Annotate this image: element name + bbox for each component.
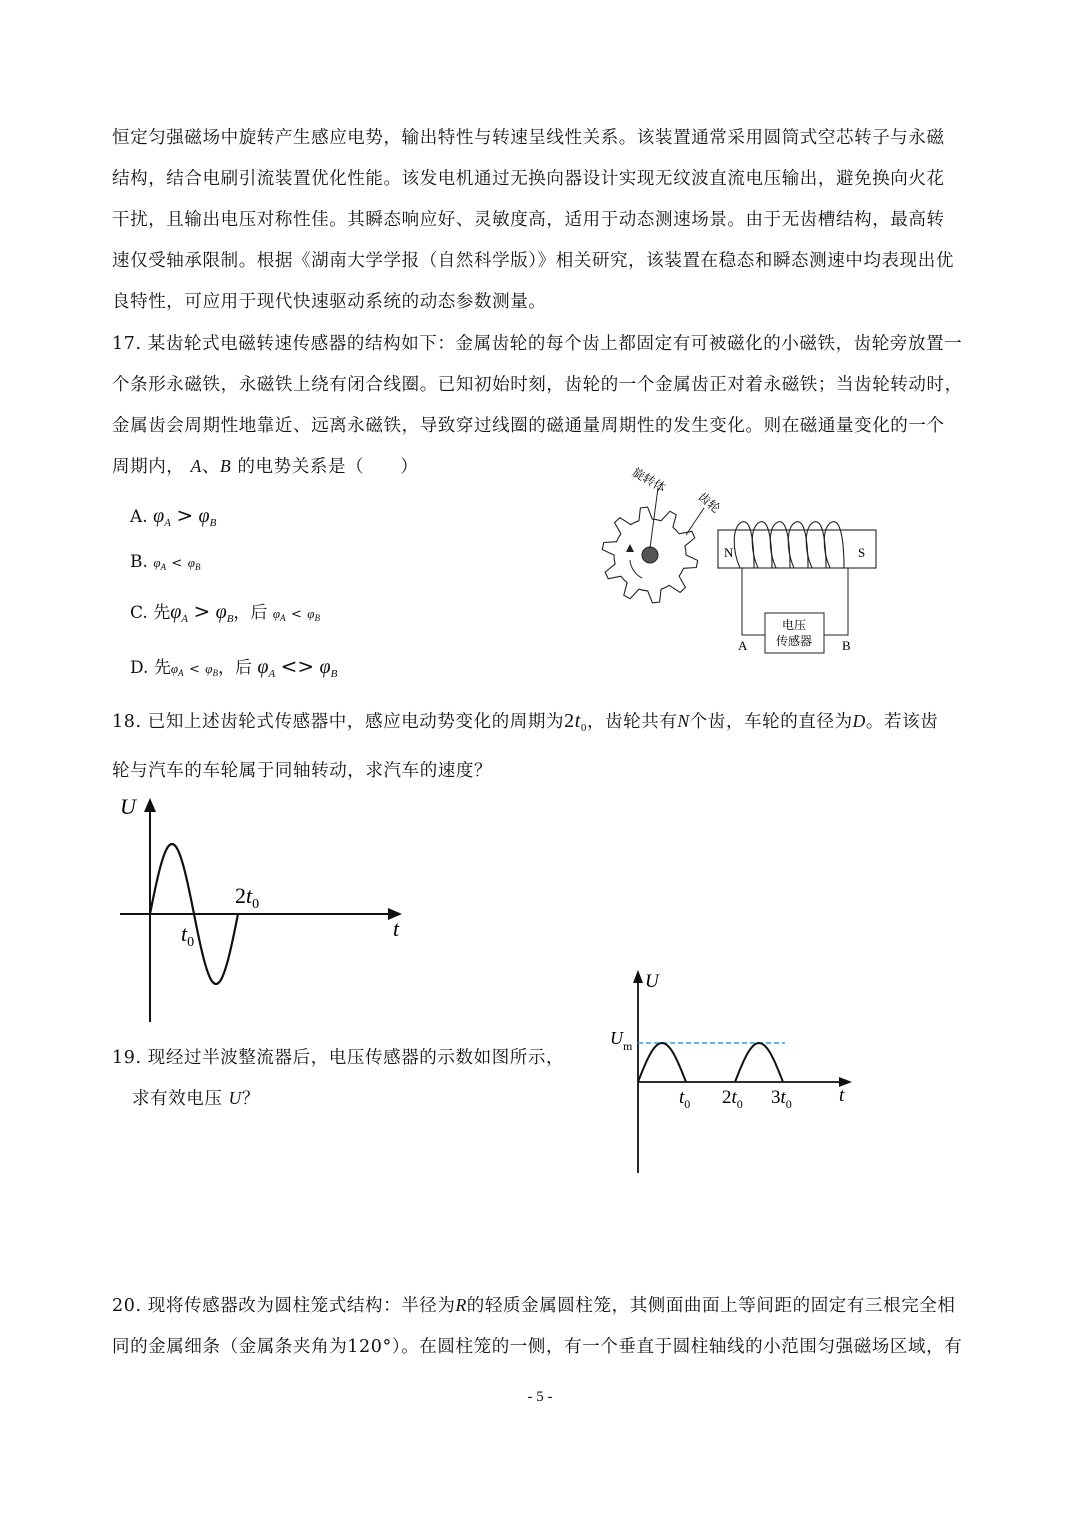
bar-magnet <box>718 530 876 568</box>
sub-a: A <box>268 668 276 680</box>
q20-line-2: 同的金属细条（金属条夹角为120°）。在圆柱笼的一侧，有一个垂直于圆柱轴线的小范围匀强磁场区域，有 <box>112 1337 963 1357</box>
x-axis-label: t <box>393 916 400 941</box>
q19-line-2-prefix: 求有效电压 <box>132 1089 223 1109</box>
first-word: 先 <box>153 658 171 678</box>
phi-symbol: φ <box>153 505 165 527</box>
sub-a: A <box>164 517 171 529</box>
q17-line-4-suffix: 的电势关系是（ ） <box>231 457 419 477</box>
intro-line-3: 干扰，且输出电压对称性佳。其瞬态响应好、灵敏度高，适用于动态测速场景。由于无齿槽结构，最高转 <box>112 210 945 230</box>
y-axis-label: U <box>120 794 136 819</box>
separator: 、 <box>201 457 220 477</box>
gt-sign: > <box>193 599 211 623</box>
phi-symbol: φ <box>170 661 179 676</box>
label-s: S <box>858 545 866 560</box>
label-gear: 齿轮 <box>695 489 723 516</box>
tick-t0: $t_0$ <box>181 921 195 950</box>
q18-line-1-mid: ，齿轮共有 <box>586 712 678 732</box>
q19-line-1: 19. 现经过半波整流器后，电压传感器的示数如图所示， <box>112 1048 565 1068</box>
sub-a: A <box>178 668 184 678</box>
intro-line-1: 恒定匀强磁场中旋转产生感应电势，输出特性与转速呈线性关系。该装置通常采用圆筒式空芯转子与永磁 <box>112 128 945 148</box>
phi-symbol: φ <box>153 555 161 570</box>
period-coef: 2 <box>564 710 575 732</box>
var-u: U <box>228 1088 242 1108</box>
sub-a: A <box>181 613 189 625</box>
gt-sign: > <box>176 503 194 527</box>
phi-symbol: φ <box>319 656 331 678</box>
first-word: 先 <box>153 603 171 623</box>
neq-sign: <> <box>280 654 315 678</box>
var-d: D <box>852 711 866 731</box>
phi-symbol: φ <box>170 601 182 623</box>
terminal-b: B <box>842 638 851 653</box>
var-b: B <box>219 456 232 476</box>
var-n: N <box>677 711 690 731</box>
phi-symbol: φ <box>187 555 195 570</box>
lt-sign: < <box>188 662 200 677</box>
option-c-label: C. <box>130 603 148 623</box>
wire-left <box>742 568 765 635</box>
tick-2t0: $2t_0$ <box>722 1087 743 1111</box>
half-wave-1 <box>638 1043 686 1082</box>
sensor-label-1: 电压 <box>781 618 807 632</box>
q20-line-1-prefix: 20. 现将传感器改为圆柱笼式结构：半径为 <box>112 1296 456 1316</box>
half-wave-graph <box>605 965 865 1180</box>
period-var: t <box>574 710 581 732</box>
x-axis-label: t <box>839 1085 845 1106</box>
tick-t0: $t_0$ <box>679 1087 691 1111</box>
q18-line-2: 轮与汽车的车轮属于同轴转动，求汽车的速度？ <box>112 761 493 781</box>
wire-right <box>824 568 848 635</box>
q17-line-4 <box>112 453 418 478</box>
option-d-label: D. <box>130 658 149 678</box>
option-a-label: A. <box>130 507 148 527</box>
rotor-pointer <box>650 488 658 548</box>
then-word: ，后 <box>233 603 268 623</box>
sub-a: A <box>280 613 286 623</box>
gear-pointer <box>686 508 704 535</box>
q17-line-4-prefix: 周期内， <box>112 457 185 477</box>
phi-symbol: φ <box>272 606 281 621</box>
period-sub: 0 <box>580 722 587 734</box>
tick-2t0: $2t_0$ <box>235 883 260 912</box>
sine-wave-graph <box>110 790 410 1030</box>
intro-line-2: 结构，结合电刷引流装置优化性能。该发电机通过无换向器设计实现无纹波直流电压输出，避免换向火花 <box>112 169 945 189</box>
phi-symbol: φ <box>205 661 213 676</box>
option-b <box>130 552 200 572</box>
rotor-hub <box>642 547 658 563</box>
q18-line-1-prefix: 18. 已知上述齿轮式传感器中，感应电动势变化的周期为 <box>112 712 565 732</box>
gear-sensor-diagram <box>590 460 890 660</box>
intro-line-4: 速仅受轴承限制。根据《湖南大学学报（自然科学版）》相关研究，该装置在稳态和瞬态测速中均表现出优 <box>112 251 954 271</box>
intro-line-5: 良特性，可应用于现代快速驱动系统的动态参数测量。 <box>112 292 547 312</box>
y-axis-label: U <box>645 971 659 992</box>
rotation-arrow <box>630 560 642 578</box>
q19-line-2-suffix: ？ <box>241 1089 261 1109</box>
sub-b: B <box>330 668 338 680</box>
label-rotor: 旋转体 <box>629 464 669 496</box>
option-a <box>130 503 216 529</box>
option-b-label: B. <box>130 552 148 572</box>
um-label: $U_m$ <box>610 1028 633 1053</box>
q17-line-2: 个条形永磁铁，永磁铁上绕有闭合线圈。已知初始时刻，齿轮的一个金属齿正对着永磁铁；当齿轮转动时， <box>112 375 963 395</box>
sub-b: B <box>194 562 201 572</box>
option-d <box>130 653 337 680</box>
phi-symbol: φ <box>307 606 315 621</box>
then-word: ，后 <box>217 658 252 678</box>
y-axis-arrow <box>144 798 156 812</box>
lt-sign: < <box>290 607 302 622</box>
phi-symbol: φ <box>198 505 210 527</box>
sensor-label-2: 传感器 <box>775 634 813 648</box>
sub-a: A <box>160 562 167 572</box>
rotation-arrowhead <box>626 544 634 552</box>
q17-line-3: 金属齿会周期性地靠近、远离永磁铁，导致穿过线圈的磁通量周期性的发生变化。则在磁通量变化的一个 <box>112 416 945 436</box>
option-c <box>130 598 320 625</box>
q18-line-1-mid2: 个齿，车轮的直径为 <box>689 712 853 732</box>
sub-b: B <box>314 613 320 623</box>
sub-b: B <box>212 668 218 678</box>
q20-line-1 <box>112 1292 956 1317</box>
q19-line-2 <box>132 1085 260 1110</box>
sub-b: B <box>226 613 234 625</box>
y-axis-arrow <box>633 970 643 983</box>
half-wave-2 <box>735 1043 783 1082</box>
page-number: - 5 - <box>527 1389 553 1405</box>
phi-symbol: φ <box>215 601 227 623</box>
tick-3t0: $3t_0$ <box>771 1087 792 1111</box>
var-r: R <box>455 1295 467 1315</box>
q17-line-1: 17. 某齿轮式电磁转速传感器的结构如下：金属齿轮的每个齿上都固定有可被磁化的小磁铁，齿轮旁放置一 <box>112 334 963 354</box>
sub-b: B <box>209 517 217 529</box>
phi-symbol: φ <box>257 656 269 678</box>
q18-line-1 <box>112 708 938 734</box>
var-a: A <box>190 456 202 476</box>
q20-line-1-suffix: 的轻质金属圆柱笼，其侧面曲面上等间距的固定有三根完全相 <box>466 1296 956 1316</box>
q18-line-1-suffix: 。若该齿 <box>865 712 939 732</box>
label-n: N <box>724 545 734 560</box>
lt-sign: < <box>171 556 183 571</box>
terminal-a: A <box>738 638 748 653</box>
